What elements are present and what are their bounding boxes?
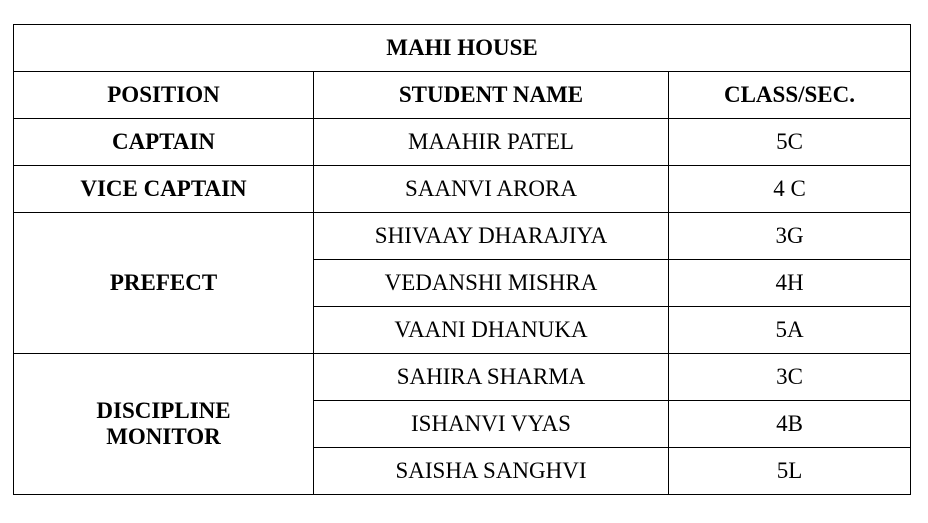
class-cell: 5C bbox=[669, 119, 911, 166]
student-name-cell: VEDANSHI MISHRA bbox=[314, 260, 669, 307]
class-cell: 5L bbox=[669, 448, 911, 495]
table-header-row bbox=[14, 72, 911, 119]
position-discipline-monitor bbox=[14, 354, 314, 495]
position-prefect: PREFECT bbox=[14, 213, 314, 354]
table-row bbox=[14, 354, 911, 401]
table-title-row bbox=[14, 25, 911, 72]
student-name-cell: MAAHIR PATEL bbox=[314, 119, 669, 166]
student-name-cell: SAANVI ARORA bbox=[314, 166, 669, 213]
class-cell: 3C bbox=[669, 354, 911, 401]
class-cell: 4H bbox=[669, 260, 911, 307]
position-captain: CAPTAIN bbox=[14, 119, 314, 166]
table-row bbox=[14, 119, 911, 166]
house-title: MAHI HOUSE bbox=[14, 25, 911, 72]
student-name-cell: SAISHA SANGHVI bbox=[314, 448, 669, 495]
student-name-cell: SAHIRA SHARMA bbox=[314, 354, 669, 401]
position-line: MONITOR bbox=[106, 424, 221, 449]
class-cell: 4 C bbox=[669, 166, 911, 213]
student-name-cell: ISHANVI VYAS bbox=[314, 401, 669, 448]
table-row bbox=[14, 166, 911, 213]
class-cell: 5A bbox=[669, 307, 911, 354]
position-vice-captain: VICE CAPTAIN bbox=[14, 166, 314, 213]
class-cell: 4B bbox=[669, 401, 911, 448]
position-line: DISCIPLINE bbox=[96, 398, 231, 423]
student-name-cell: VAANI DHANUKA bbox=[314, 307, 669, 354]
house-roster-table bbox=[13, 24, 911, 495]
table-row bbox=[14, 213, 911, 260]
header-class-sec: CLASS/SEC. bbox=[669, 72, 911, 119]
student-name-cell: SHIVAAY DHARAJIYA bbox=[314, 213, 669, 260]
header-student-name: STUDENT NAME bbox=[314, 72, 669, 119]
class-cell: 3G bbox=[669, 213, 911, 260]
header-position: POSITION bbox=[14, 72, 314, 119]
